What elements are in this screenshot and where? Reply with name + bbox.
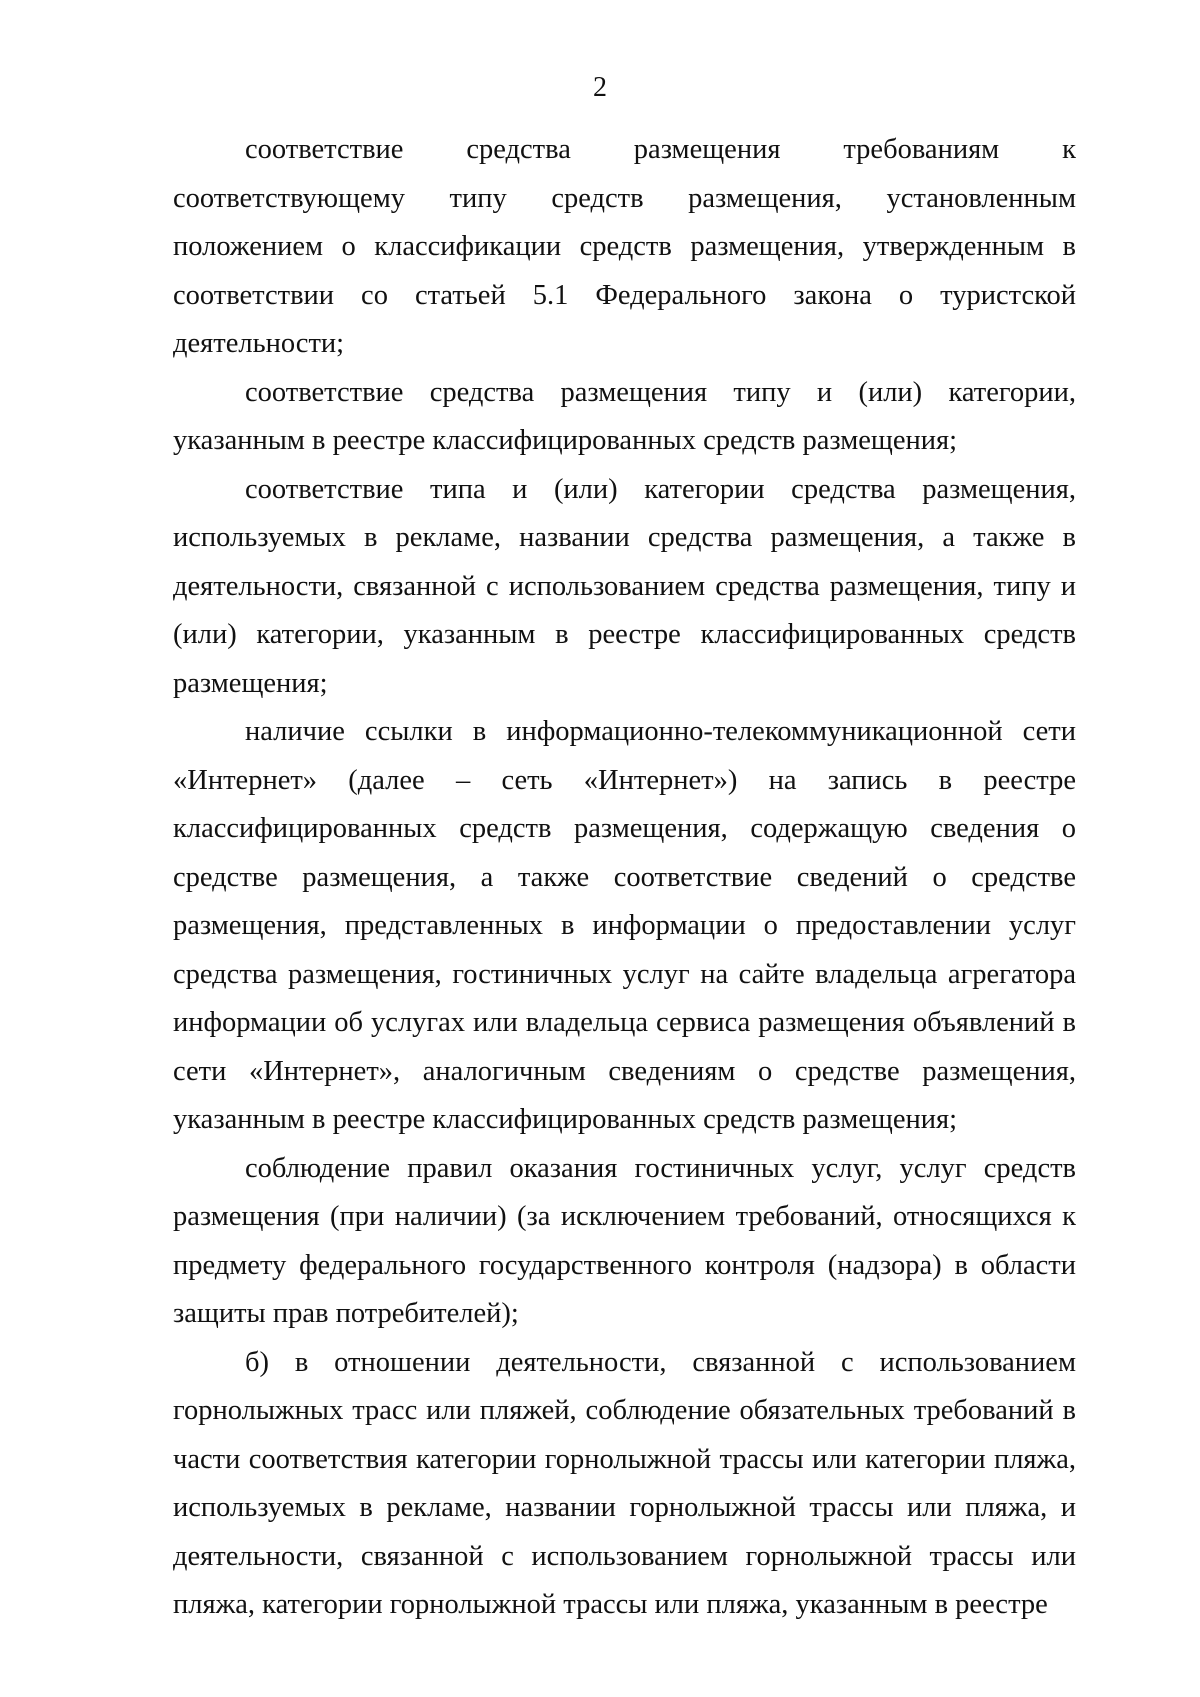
paragraph-ski-slopes-beaches: б) в отношении деятельности, связанной с использованием горнолыжных трасс или пляжей, соблюдение обязательных требований в части соответствия категории горнолыжной трассы или категории пляжа, используемых в рекламе, названии горнолыжной трассы или пляжа, и деятельности, связанной с использованием горнолыжной трассы или пляжа, категории горнолыжной трассы или пляжа, указанным в реестре <box>173 1346 1076 1620</box>
page-number: 2 <box>593 72 607 103</box>
paragraph-hotel-services-rules: соблюдение правил оказания гостиничных услуг, услуг средств размещения (при наличии) (за исключением требований, относящихся к предмету федерального государственного контроля (надзора) в области защиты прав потребителей); <box>173 1152 1076 1329</box>
document-body <box>173 126 1076 1630</box>
paragraph-internet-registry-link: наличие ссылки в информационно-телекоммуникационной сети «Интернет» (далее – сеть «Интернет») на запись в реестре классифицированных средств размещения, содержащую сведения о средстве размещения, а также соответствие сведений о средстве размещения, представленных в информации о предоставлении услуг средства размещения, гостиничных услуг на сайте владельца агрегатора информации об услугах или владельца сервиса размещения объявлений в сети «Интернет», аналогичным сведениям о средстве размещения, указанным в реестре классифицированных средств размещения; <box>173 716 1076 1135</box>
paragraph-registry-category-compliance: соответствие средства размещения типу и (или) категории, указанным в реестре классифицированных средств размещения; <box>173 376 1076 456</box>
paragraph-accommodation-type-compliance: соответствие средства размещения требованиям к соответствующему типу средств размещения, установленным положением о классификации средств размещения, утвержденным в соответствии со статьей 5.1 Федерального закона о туристской деятельности; <box>173 134 1076 359</box>
paragraph-advertising-category-compliance: соответствие типа и (или) категории средства размещения, используемых в рекламе, названии средства размещения, а также в деятельности, связанной с использованием средства размещения, типу и (или) категории, указанным в реестре классифицированных средств размещения; <box>173 473 1076 699</box>
